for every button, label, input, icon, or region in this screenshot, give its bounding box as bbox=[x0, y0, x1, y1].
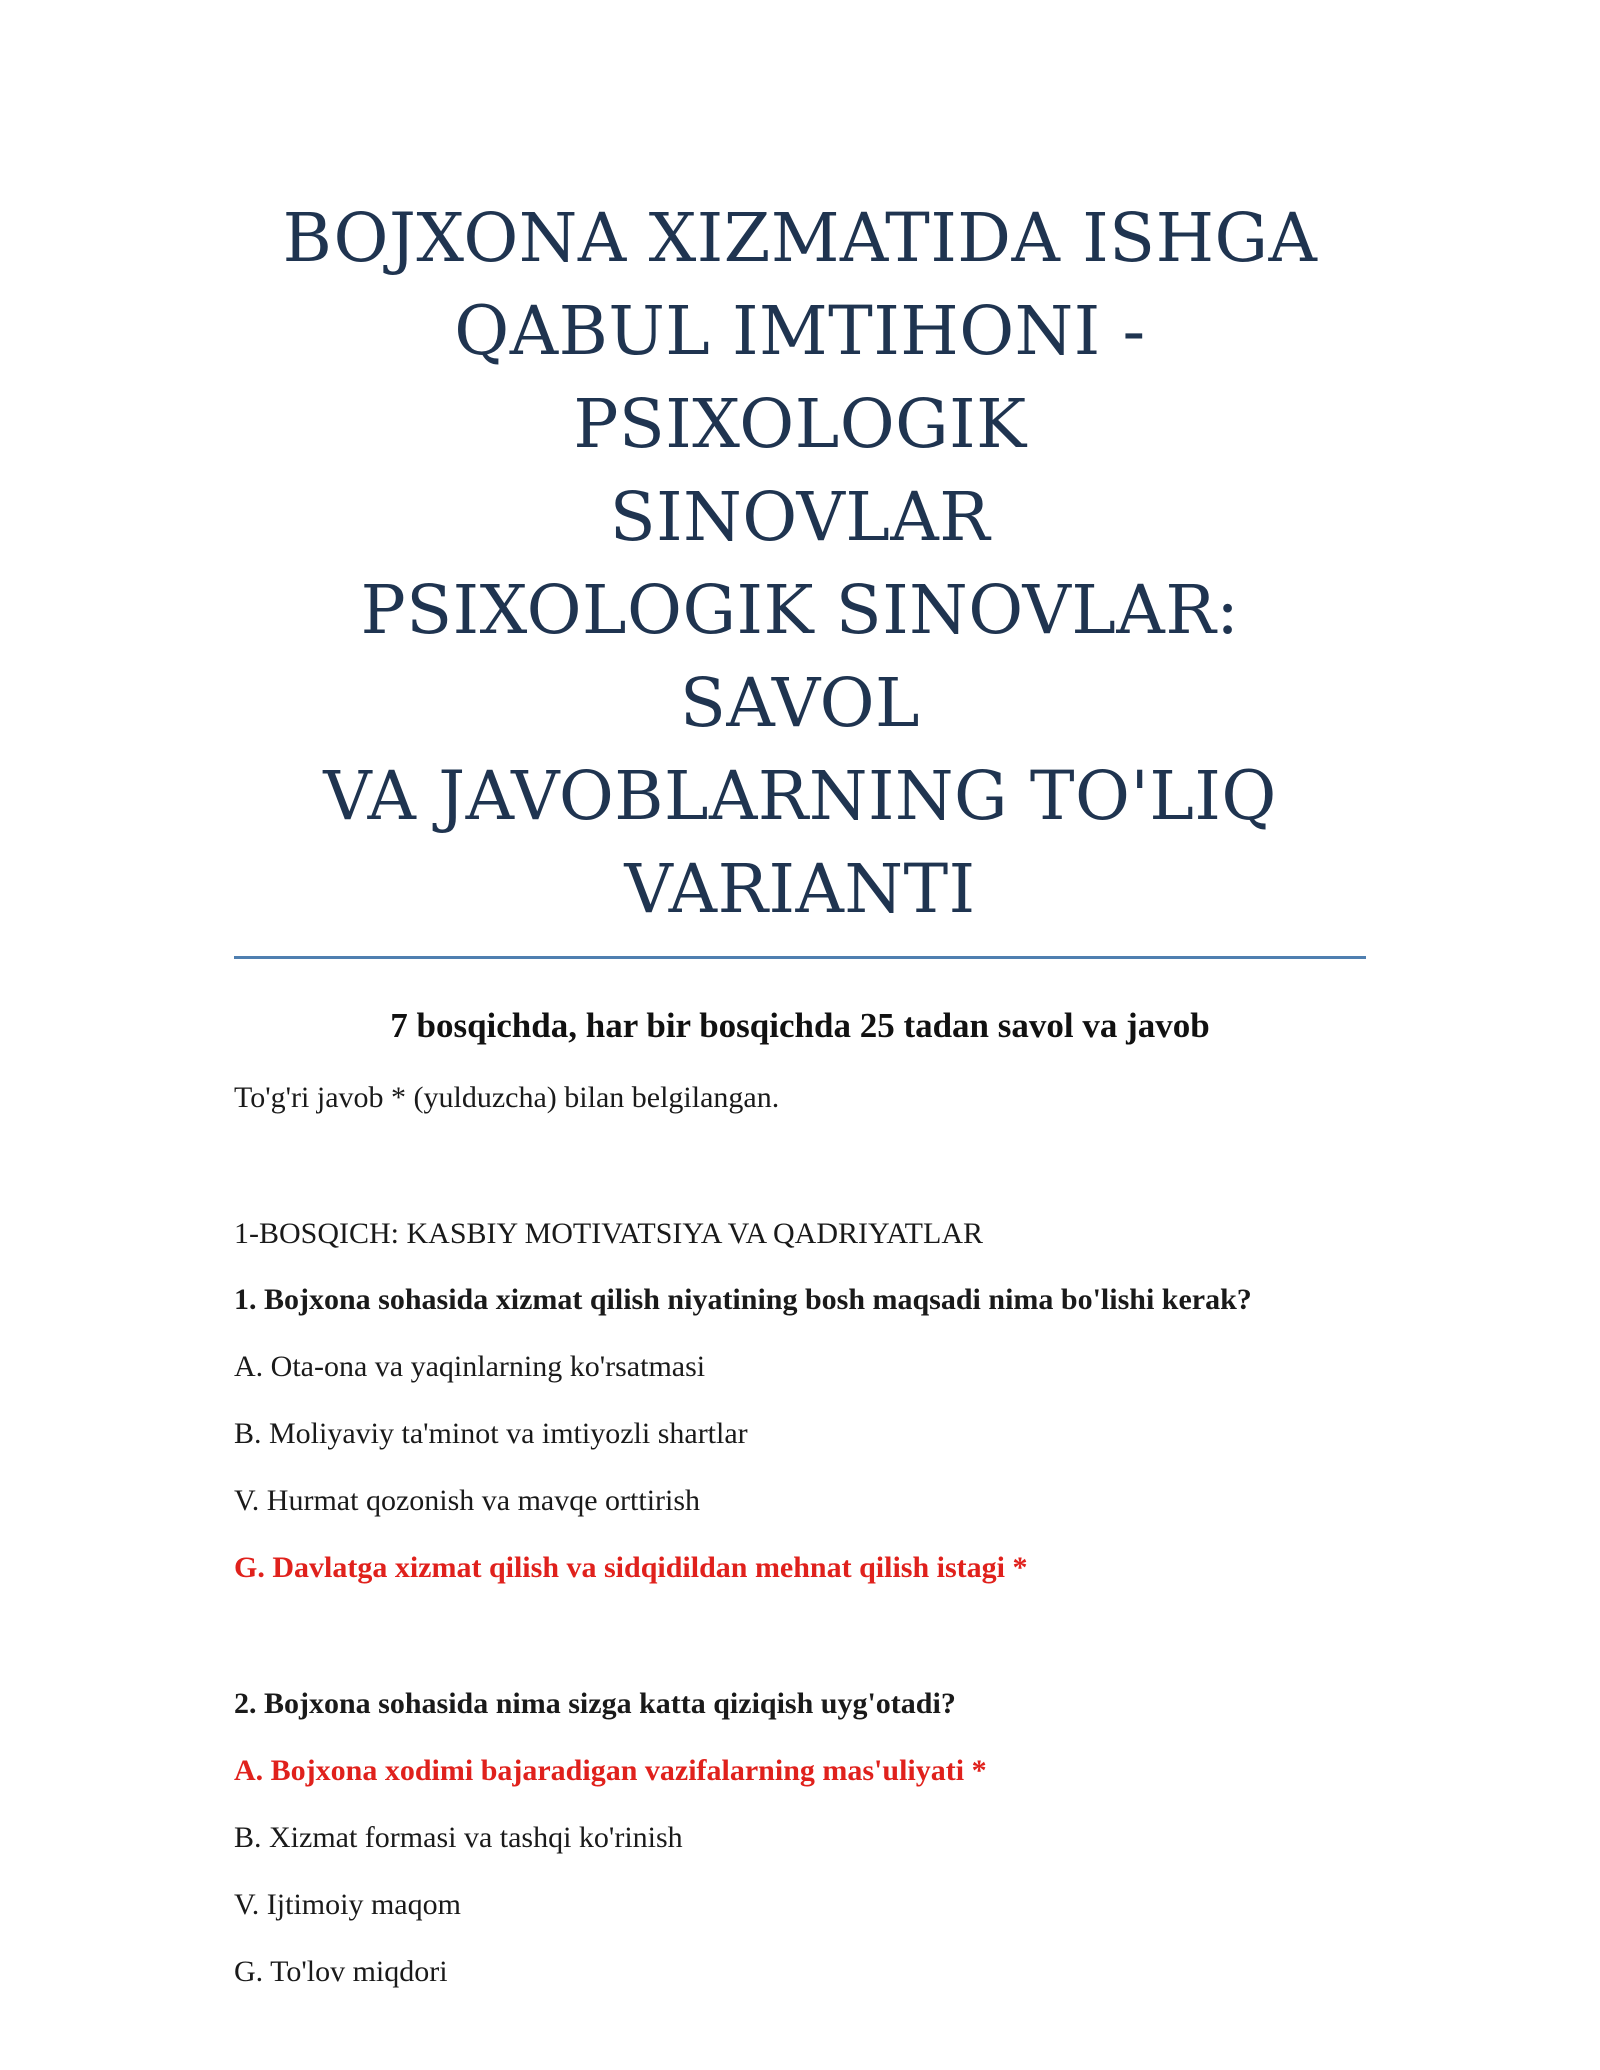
title-line: VARIANTI bbox=[624, 850, 976, 928]
title-line: BOJXONA XIZMATIDA ISHGA bbox=[282, 199, 1318, 277]
title-divider bbox=[234, 956, 1366, 959]
answer-key-note: To'g'ri javob * (yulduzcha) bilan belgilangan. bbox=[234, 1081, 780, 1114]
correct-answer-option: A. Bojxona xodimi bajaradigan vazifalarning mas'uliyati * bbox=[234, 1754, 987, 1787]
answer-option: B. Moliyaviy ta'minot va imtiyozli shartlar bbox=[234, 1417, 748, 1450]
question-text: 1. Bojxona sohasida xizmat qilish niyatining bosh maqsadi nima bo'lishi kerak? bbox=[234, 1283, 1252, 1316]
correct-answer-option: G. Davlatga xizmat qilish va sidqidildan mehnat qilish istagi * bbox=[234, 1551, 1028, 1584]
document-subtitle: 7 bosqichda, har bir bosqichda 25 tadan savol va javob bbox=[390, 1006, 1210, 1045]
question-block bbox=[234, 1277, 1366, 1591]
document-page bbox=[234, 0, 1366, 1995]
question-text: 2. Bojxona sohasida nima sizga katta qiziqish uyg'otadi? bbox=[234, 1687, 956, 1720]
title-line: SINOVLAR bbox=[609, 478, 991, 556]
answer-option: G. To'lov miqdori bbox=[234, 1955, 448, 1988]
title-line: QABUL IMTIHONI - PSIXOLOGIK bbox=[454, 292, 1146, 463]
answer-option: A. Ota-ona va yaqinlarning ko'rsatmasi bbox=[234, 1350, 706, 1383]
section-heading: 1-BOSQICH: KASBIY MOTIVATSIYA VA QADRIYATLAR bbox=[234, 1217, 983, 1250]
title-line: VA JAVOBLARNING TO'LIQ bbox=[323, 757, 1277, 835]
document-title bbox=[234, 192, 1366, 936]
question-block bbox=[234, 1681, 1366, 1995]
answer-option: B. Xizmat formasi va tashqi ko'rinish bbox=[234, 1821, 683, 1854]
answer-options bbox=[234, 1344, 1366, 1591]
answer-options bbox=[234, 1748, 1366, 1995]
answer-option: V. Hurmat qozonish va mavqe orttirish bbox=[234, 1484, 701, 1517]
title-line: PSIXOLOGIK SINOVLAR: SAVOL bbox=[360, 571, 1240, 742]
answer-option: V. Ijtimoiy maqom bbox=[234, 1888, 461, 1921]
